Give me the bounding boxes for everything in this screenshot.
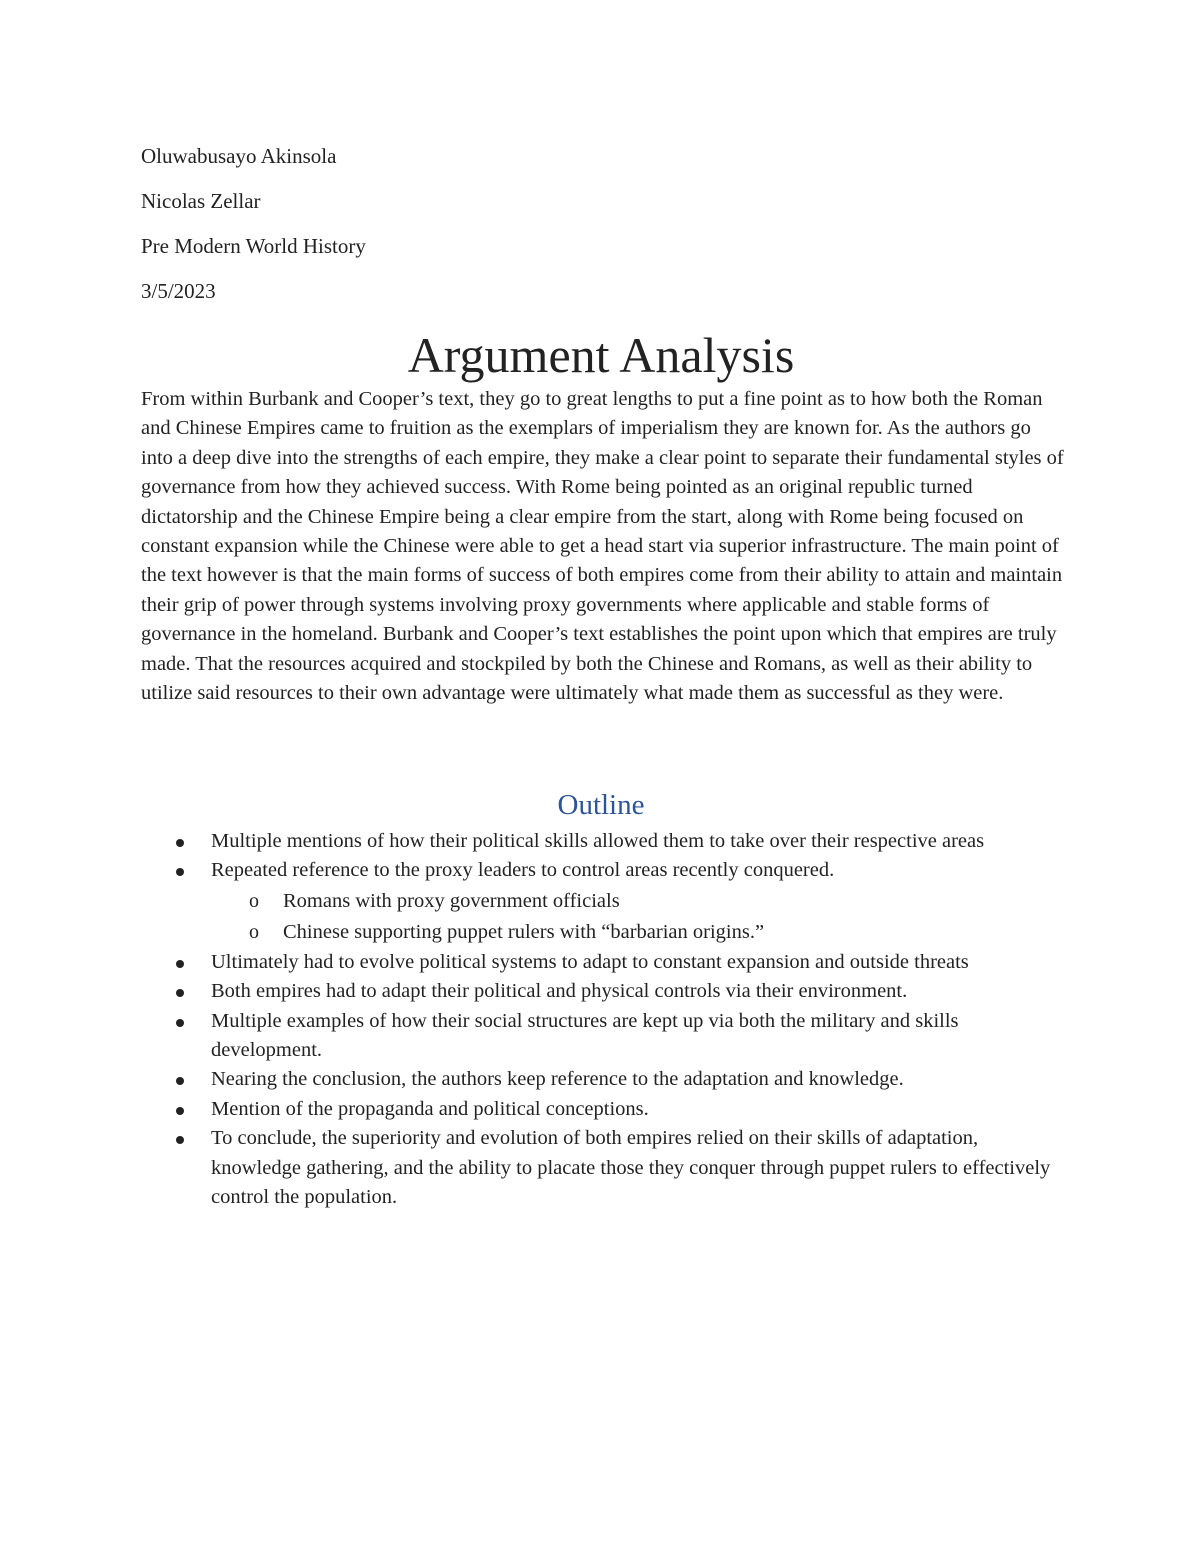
outline-item-text: Mention of the propaganda and political conceptions. <box>211 1097 649 1120</box>
outline-sub-item-text: Romans with proxy government officials <box>283 889 620 912</box>
outline-item-text: To conclude, the superiority and evolution of both empires relied on their skills of adaptation, knowledge gathering, and the ability to placate those they conquer through puppet rulers to effectively control the population. <box>211 1127 1051 1209</box>
outline-item <box>141 1095 1061 1124</box>
outline-list <box>141 827 1061 1212</box>
outline-item <box>141 977 1061 1006</box>
outline-sub-item-text: Chinese supporting puppet rulers with “barbarian origins.” <box>283 920 765 943</box>
course-name: Pre Modern World History <box>141 234 366 258</box>
outline-item-text: Ultimately had to evolve political systems to adapt to constant expansion and outside threats <box>211 950 969 973</box>
bullet-icon <box>176 1136 184 1144</box>
document-date: 3/5/2023 <box>141 279 216 303</box>
outline-sub-item <box>211 886 1061 917</box>
outline-item <box>141 1065 1061 1094</box>
outline-item <box>141 1124 1061 1212</box>
document-header <box>141 141 1061 321</box>
outline-item-text: Multiple examples of how their social structures are kept up via both the military and skills development. <box>211 1009 959 1062</box>
outline-item-text: Nearing the conclusion, the authors keep reference to the adaptation and knowledge. <box>211 1068 904 1091</box>
bullet-icon <box>176 960 184 968</box>
body-paragraph: From within Burbank and Cooper’s text, they go to great lengths to put a fine point as to how both the Roman and Chinese Empires came to fruition as the exemplars of imperialism they are known for. As the authors go into a deep dive into the strengths of each empire, they make a clear point to separate their fundamental styles of governance from how they achieved success. With Rome being pointed as an original republic turned dictatorship and the Chinese Empire being a clear empire from the start, along with Rome being focused on constant expansion while the Chinese were able to get a head start via superior infrastructure. The main point of the text however is that the main forms of success of both empires come from their ability to attain and maintain their grip of power through systems involving proxy governments where applicable and stable forms of governance in the homeland. Burbank and Cooper’s text establishes the point upon which that empires are truly made. That the resources acquired and stockpiled by both the Chinese and Romans, as well as their ability to utilize said resources to their own advantage were ultimately what made them as successful as they were. <box>141 388 1064 705</box>
bullet-icon <box>176 1019 184 1027</box>
hollow-bullet-icon: o <box>249 920 259 943</box>
bullet-icon <box>176 868 184 876</box>
hollow-bullet-icon: o <box>249 889 259 912</box>
bullet-icon <box>176 1077 184 1085</box>
bullet-icon <box>176 839 184 847</box>
outline-item <box>141 1007 1061 1066</box>
instructor-name: Nicolas Zellar <box>141 189 261 213</box>
bullet-icon <box>176 989 184 997</box>
outline-item-text: Repeated reference to the proxy leaders to control areas recently conquered. <box>211 859 835 882</box>
outline-item-text: Multiple mentions of how their political skills allowed them to take over their respective areas <box>211 830 985 852</box>
author-name: Oluwabusayo Akinsola <box>141 144 337 168</box>
outline-item <box>141 948 1061 977</box>
outline-item <box>141 856 1061 947</box>
outline-heading: Outline <box>557 789 645 821</box>
outline-item <box>141 827 1061 856</box>
bullet-icon <box>176 1107 184 1115</box>
outline-sub-list <box>211 886 1061 948</box>
outline-sub-item <box>211 917 1061 948</box>
outline-item-text: Both empires had to adapt their political and physical controls via their environment. <box>211 980 908 1003</box>
document-title: Argument Analysis <box>407 327 795 383</box>
